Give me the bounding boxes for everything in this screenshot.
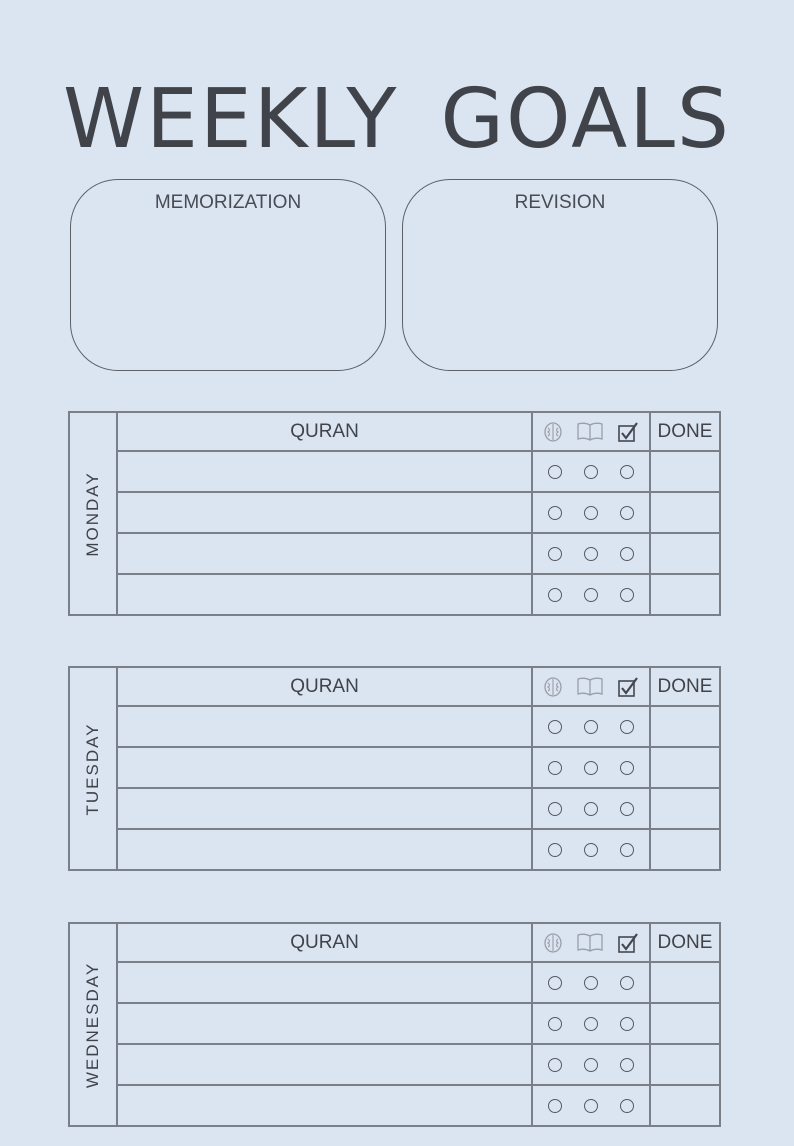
header-row (118, 924, 719, 963)
status-circles (533, 575, 651, 614)
icon-header-cell (533, 924, 651, 961)
open-book-icon (576, 932, 604, 954)
task-cell[interactable] (118, 1086, 533, 1125)
completed-circle[interactable] (620, 1058, 634, 1072)
day-label: TUESDAY (83, 721, 102, 816)
task-cell[interactable] (118, 575, 533, 614)
table-row (118, 575, 719, 614)
table-row (118, 493, 719, 534)
task-header: QURAN (290, 420, 359, 442)
memorized-circle[interactable] (548, 1058, 562, 1072)
done-cell[interactable] (651, 575, 719, 614)
table-row (118, 452, 719, 493)
open-book-icon (576, 676, 604, 698)
table-row (118, 534, 719, 575)
day-column (70, 413, 118, 614)
completed-circle[interactable] (620, 976, 634, 990)
task-cell[interactable] (118, 707, 533, 746)
wednesday-table (68, 922, 721, 1127)
header-row (118, 668, 719, 707)
done-header-cell (651, 413, 719, 450)
completed-circle[interactable] (620, 506, 634, 520)
memorized-circle[interactable] (548, 761, 562, 775)
read-circle[interactable] (584, 1017, 598, 1031)
done-cell[interactable] (651, 1004, 719, 1043)
task-cell[interactable] (118, 830, 533, 869)
task-cell[interactable] (118, 493, 533, 532)
day-column (70, 924, 118, 1125)
open-book-icon (576, 421, 604, 443)
completed-circle[interactable] (620, 843, 634, 857)
done-header-cell (651, 924, 719, 961)
read-circle[interactable] (584, 1099, 598, 1113)
memorized-circle[interactable] (548, 506, 562, 520)
table-row (118, 707, 719, 748)
header-row (118, 413, 719, 452)
memorized-circle[interactable] (548, 843, 562, 857)
completed-circle[interactable] (620, 1099, 634, 1113)
status-circles (533, 493, 651, 532)
completed-circle[interactable] (620, 761, 634, 775)
table-row (118, 1045, 719, 1086)
task-cell[interactable] (118, 452, 533, 491)
memorized-circle[interactable] (548, 1099, 562, 1113)
memorized-circle[interactable] (548, 547, 562, 561)
task-cell[interactable] (118, 789, 533, 828)
read-circle[interactable] (584, 547, 598, 561)
done-header: DONE (657, 420, 713, 442)
page-title: WEEKLY GOALS (63, 72, 731, 167)
read-circle[interactable] (584, 761, 598, 775)
completed-circle[interactable] (620, 547, 634, 561)
day-column (70, 668, 118, 869)
read-circle[interactable] (584, 976, 598, 990)
icon-header-cell (533, 413, 651, 450)
table-row (118, 748, 719, 789)
task-header-cell (118, 413, 533, 450)
read-circle[interactable] (584, 843, 598, 857)
done-header: DONE (657, 675, 713, 697)
revision-label: REVISION (514, 192, 606, 213)
task-cell[interactable] (118, 534, 533, 573)
tuesday-table (68, 666, 721, 871)
checkbox-checked-icon (617, 676, 639, 698)
read-circle[interactable] (584, 465, 598, 479)
done-cell[interactable] (651, 789, 719, 828)
status-circles (533, 963, 651, 1002)
day-grid (118, 924, 719, 1125)
task-header-cell (118, 668, 533, 705)
task-header-cell (118, 924, 533, 961)
done-cell[interactable] (651, 707, 719, 746)
memorized-circle[interactable] (548, 720, 562, 734)
table-row (118, 830, 719, 869)
read-circle[interactable] (584, 1058, 598, 1072)
read-circle[interactable] (584, 802, 598, 816)
memorized-circle[interactable] (548, 976, 562, 990)
brain-icon (543, 676, 563, 698)
brain-icon (543, 932, 563, 954)
table-row (118, 1004, 719, 1045)
completed-circle[interactable] (620, 802, 634, 816)
task-cell[interactable] (118, 1045, 533, 1084)
done-cell[interactable] (651, 452, 719, 491)
brain-icon (543, 421, 563, 443)
done-header: DONE (657, 931, 713, 953)
memorized-circle[interactable] (548, 1017, 562, 1031)
memorization-label: MEMORIZATION (154, 192, 302, 213)
task-header: QURAN (290, 931, 359, 953)
task-header: QURAN (290, 675, 359, 697)
memorized-circle[interactable] (548, 588, 562, 602)
icon-header-cell (533, 668, 651, 705)
task-cell[interactable] (118, 963, 533, 1002)
status-circles (533, 707, 651, 746)
status-circles (533, 830, 651, 869)
status-circles (533, 1086, 651, 1125)
table-row (118, 963, 719, 1004)
monday-table (68, 411, 721, 616)
memorization-box[interactable] (70, 179, 386, 371)
status-circles (533, 534, 651, 573)
completed-circle[interactable] (620, 720, 634, 734)
done-cell[interactable] (651, 1086, 719, 1125)
read-circle[interactable] (584, 506, 598, 520)
table-row (118, 789, 719, 830)
day-label: MONDAY (83, 470, 102, 557)
checkbox-checked-icon (617, 932, 639, 954)
done-header-cell (651, 668, 719, 705)
completed-circle[interactable] (620, 465, 634, 479)
done-cell[interactable] (651, 748, 719, 787)
status-circles (533, 452, 651, 491)
checkbox-checked-icon (617, 421, 639, 443)
day-grid (118, 413, 719, 614)
completed-circle[interactable] (620, 588, 634, 602)
memorized-circle[interactable] (548, 802, 562, 816)
status-circles (533, 1045, 651, 1084)
done-cell[interactable] (651, 963, 719, 1002)
completed-circle[interactable] (620, 1017, 634, 1031)
read-circle[interactable] (584, 588, 598, 602)
memorized-circle[interactable] (548, 465, 562, 479)
done-cell[interactable] (651, 830, 719, 869)
table-row (118, 1086, 719, 1125)
done-cell[interactable] (651, 534, 719, 573)
status-circles (533, 789, 651, 828)
day-grid (118, 668, 719, 869)
revision-box[interactable] (402, 179, 718, 371)
status-circles (533, 748, 651, 787)
task-cell[interactable] (118, 1004, 533, 1043)
task-cell[interactable] (118, 748, 533, 787)
day-label: WEDNESDAY (83, 961, 102, 1088)
done-cell[interactable] (651, 1045, 719, 1084)
done-cell[interactable] (651, 493, 719, 532)
status-circles (533, 1004, 651, 1043)
read-circle[interactable] (584, 720, 598, 734)
